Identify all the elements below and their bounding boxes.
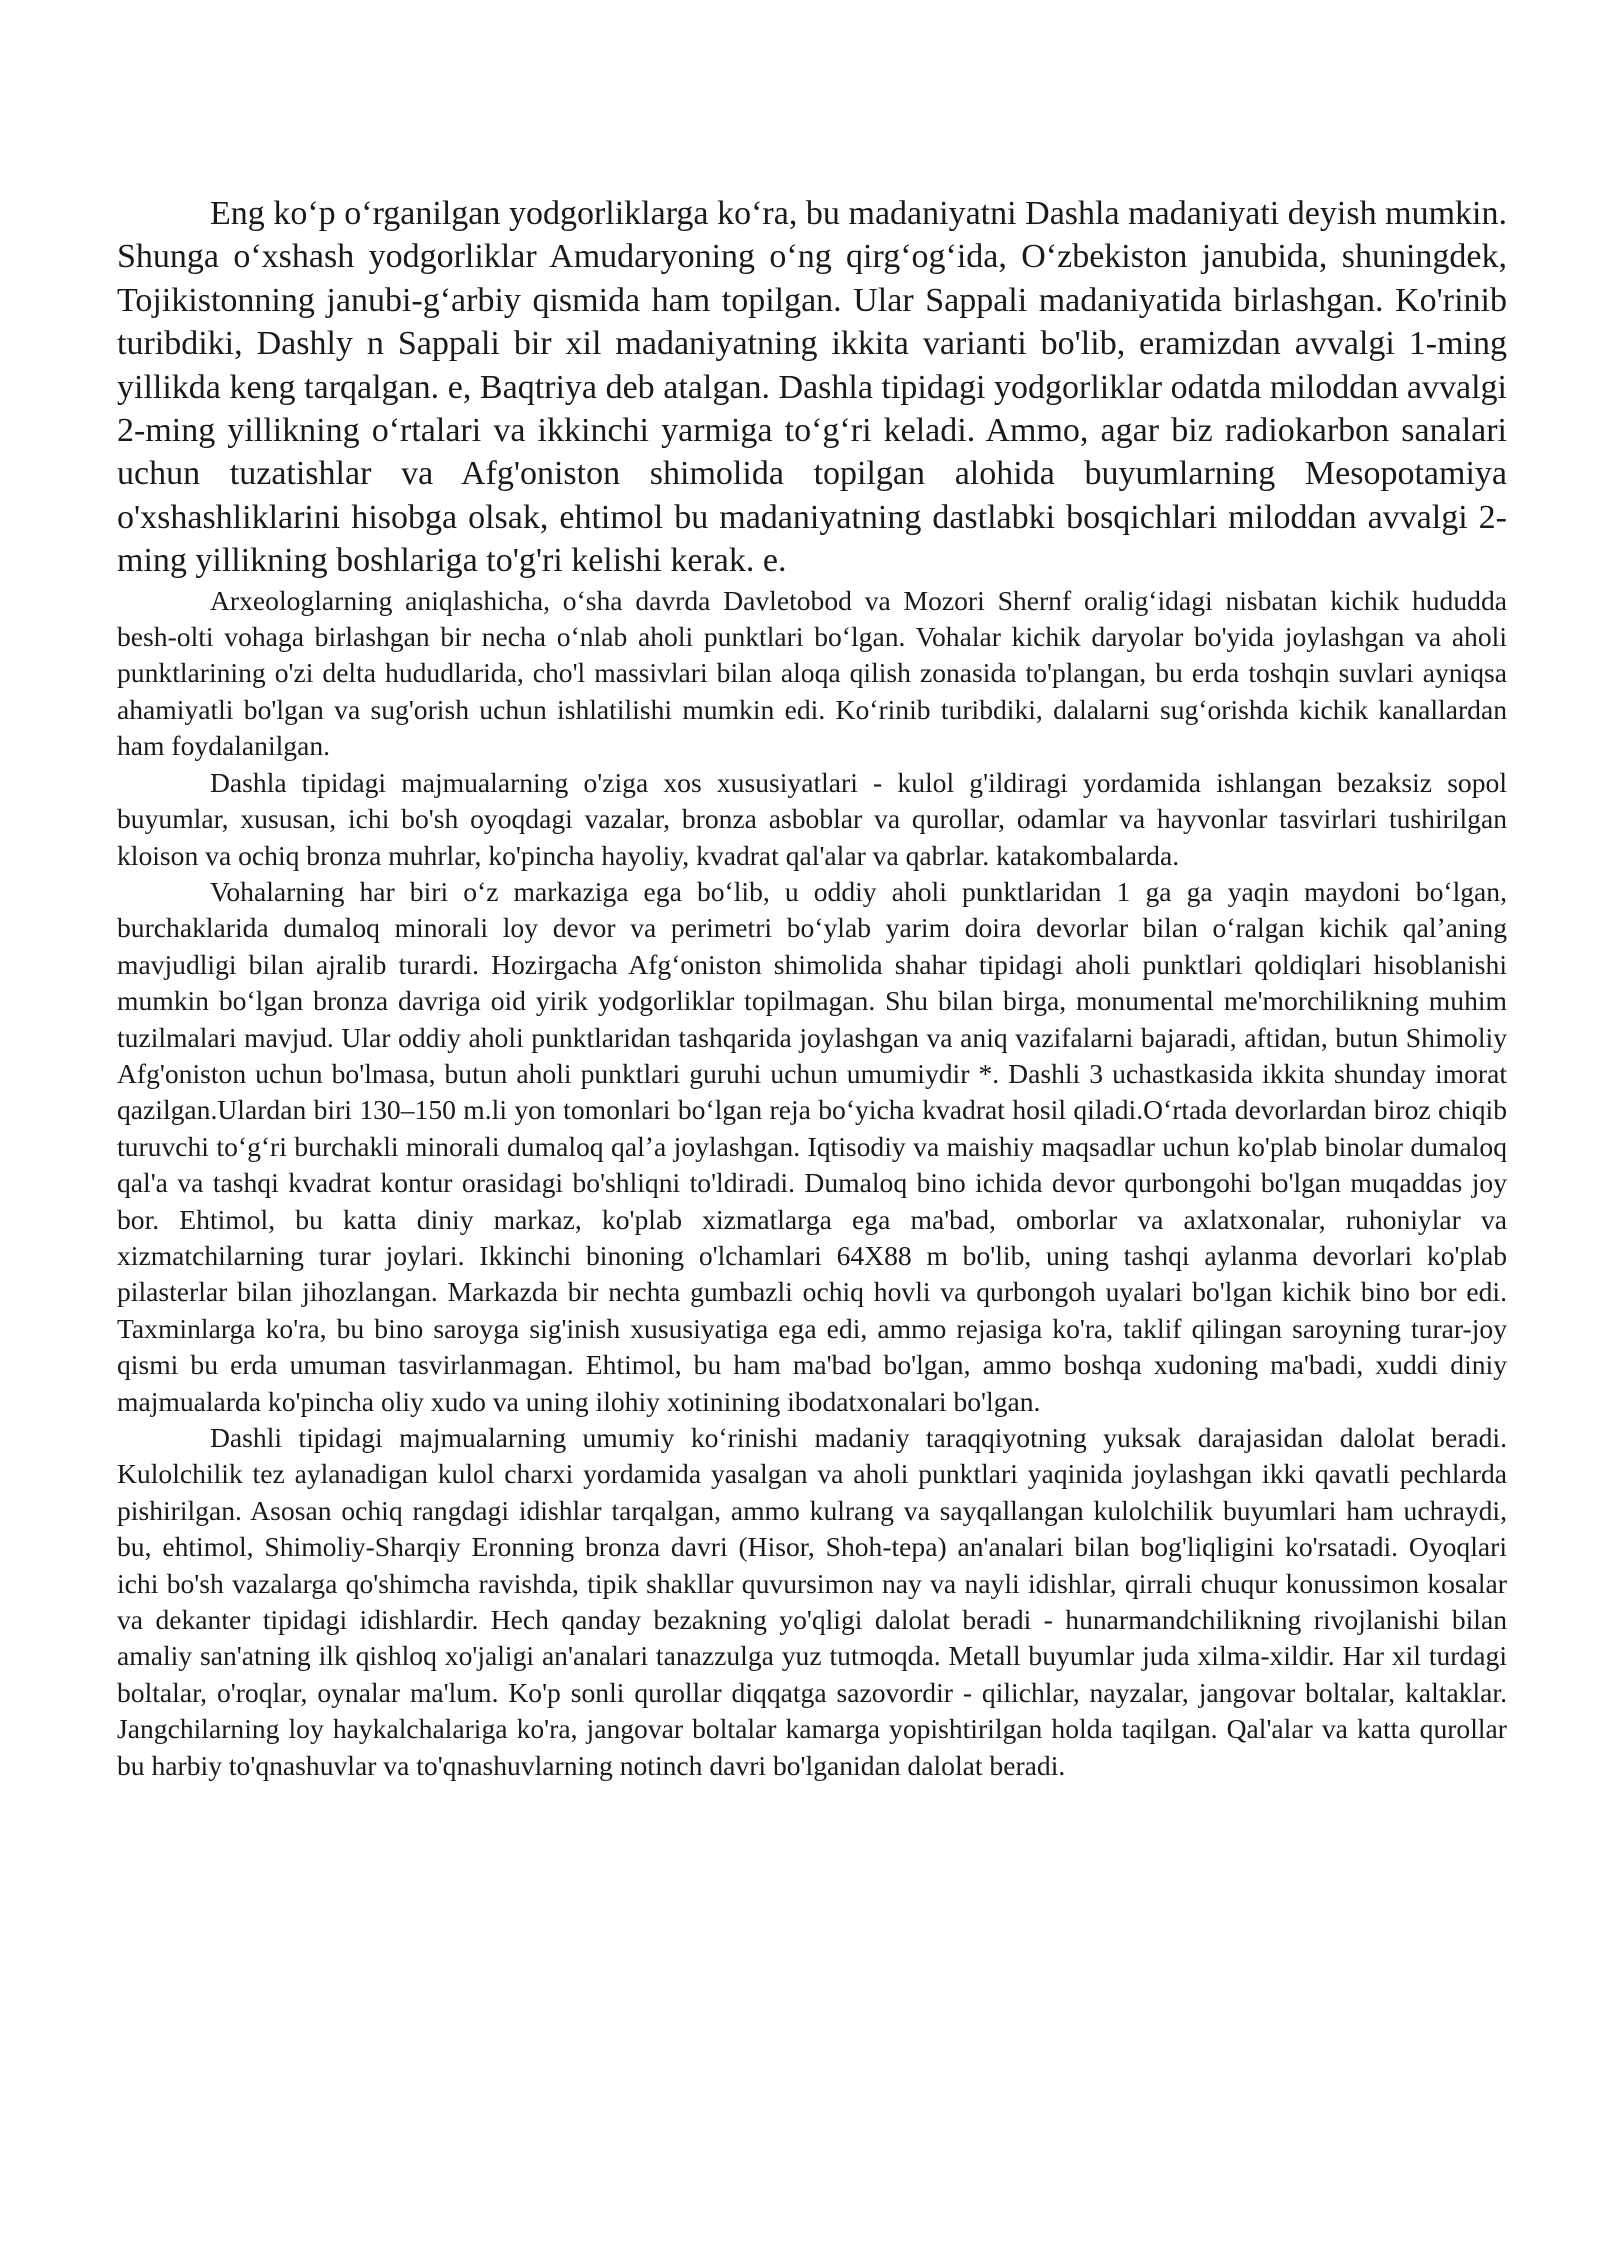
paragraph-settlements: Arxeologlarning aniqlashicha, oʻsha davrda Davletobod va Mozori Shernf oraligʻidagi nisbatan kichik hududda besh-olti vohaga birlashgan bir necha oʻnlab aholi punktlari boʻlgan. Vohalar kichik daryolar bo'yida joylashgan va aholi punktlarining o'zi delta hududlarida, cho'l massivlari bilan aloqa qilish zonasida to'plangan, bu erda toshqin suvlari ayniqsa ahamiyatli bo'lgan va sug'orish uchun ishlatilishi mumkin edi. Koʻrinib turibdiki, dalalarni sugʻorishda kichik kanallardan ham foydalanilgan. — [117, 584, 1507, 762]
paragraph-cultural-development: Dashli tipidagi majmualarning umumiy koʻrinishi madaniy taraqqiyotning yuksak darajasidan dalolat beradi. Kulolchilik tez aylanadigan kulol charxi yordamida yasalgan va aholi punktlari yaqinida joylashgan ikki qavatli pechlarda pishirilgan. Asosan ochiq rangdagi idishlar tarqalgan, ammo kulrang va sayqallangan kulolchilik buyumlari ham uchraydi, bu, ehtimol, Shimoliy-Sharqiy Eronning bronza davri (Hisor, Shoh-tepa) an'analari bilan bog'liqligini ko'rsatadi. Oyoqlari ichi bo'sh vazalarga qo'shimcha ravishda, tipik shakllar quvursimon nay va nayli idishlar, qirrali chuqur konussimon kosalar va dekanter tipidagi idishlardir. Hech qanday bezakning yo'qligi dalolat beradi - hunarmandchilikning rivojlanishi bilan amaliy san'atning ilk qishloq xo'jaligi an'analari tanazzulga yuz tutmoqda. Metall buyumlar juda xilma-xildir. Har xil turdagi boltalar, o'roqlar, oynalar ma'lum. Ko'p sonli qurollar diqqatga sazovordir - qilichlar, nayzalar, jangovar boltalar, kaltaklar. Jangchilarning loy haykalchalariga ko'ra, jangovar boltalar kamarga yopishtirilgan holda taqilgan. Qal'alar va katta qurollar bu harbiy to'qnashuvlar va to'qnashuvlarning notinch davri bo'lganidan dalolat beradi. — [117, 1422, 1507, 1781]
paragraph-complex-features: Dashla tipidagi majmualarning o'ziga xos xususiyatlari - kulol g'ildiragi yordamida ishlangan bezaksiz sopol buyumlar, xususan, ichi bo'sh oyoqdagi vazalar, bronza asboblar va qurollar, odamlar va hayvonlar tasvirlari tushirilgan kloison va ochiq bronza muhrlar, ko'pincha hayoliy, kvadrat qal'alar va qabrlar. katakombalarda. — [117, 766, 1507, 871]
paragraph-oasis-centers: Vohalarning har biri oʻz markaziga ega boʻlib, u oddiy aholi punktlaridan 1 ga ga yaqin maydoni boʻlgan, burchaklarida dumaloq minorali loy devor va perimetri boʻylab yarim doira devorlar bilan oʻralgan kichik qalʼaning mavjudligi bilan ajralib turardi. Hozirgacha Afgʻoniston shimolida shahar tipidagi aholi punktlari qoldiqlari hisoblanishi mumkin boʻlgan bronza davriga oid yirik yodgorliklar topilmagan. Shu bilan birga, monumental me'morchilikning muhim tuzilmalari mavjud. Ular oddiy aholi punktlaridan tashqarida joylashgan va aniq vazifalarni bajaradi, aftidan, butun Shimoliy Afg'oniston uchun bo'lmasa, butun aholi punktlari guruhi uchun umumiydir *. Dashli 3 uchastkasida ikkita shunday imorat qazilgan.Ulardan biri 130–150 m.li yon tomonlari boʻlgan reja boʻyicha kvadrat hosil qiladi.Oʻrtada devorlardan biroz chiqib turuvchi toʻgʻri burchakli minorali dumaloq qalʼa joylashgan. Iqtisodiy va maishiy maqsadlar uchun ko'plab binolar dumaloq qal'a va tashqi kvadrat kontur orasidagi bo'shliqni to'ldiradi. Dumaloq bino ichida devor qurbongohi bo'lgan muqaddas joy bor. Ehtimol, bu katta diniy markaz, ko'plab xizmatlarga ega ma'bad, omborlar va axlatxonalar, ruhoniylar va xizmatchilarning turar joylari. Ikkinchi binoning o'lchamlari 64X88 m bo'lib, uning tashqi aylanma devorlari ko'plab pilasterlar bilan jihozlangan. Markazda bir nechta gumbazli ochiq hovli va qurbongoh uyalari bo'lgan kichik bino bor edi. Taxminlarga ko'ra, bu bino saroyga sig'inish xususiyatiga ega edi, ammo rejasiga ko'ra, taklif qilingan saroyning turar-joy qismi bu erda umuman tasvirlanmagan. Ehtimol, bu ham ma'bad bo'lgan, ammo boshqa xudoning ma'badi, xuddi diniy majmualarda ko'pincha oliy xudo va uning ilohiy xotinining ibodatxonalari bo'lgan. — [117, 875, 1507, 1417]
paragraph-dashla-culture-intro: Eng koʻp oʻrganilgan yodgorliklarga koʻra, bu madaniyatni Dashla madaniyati deyish mumkin. Shunga oʻxshash yodgorliklar Amudaryoning oʻng qirgʻogʻida, Oʻzbekiston janubida, shuningdek, Tojikistonning janubi-gʻarbiy qismida ham topilgan. Ular Sappali madaniyatida birlashgan. Ko'rinib turibdiki, Dashly n Sappali bir xil madaniyatning ikkita varianti bo'lib, eramizdan avvalgi 1-ming yillikda keng tarqalgan. e, Baqtriya deb atalgan. Dashla tipidagi yodgorliklar odatda miloddan avvalgi 2-ming yillikning oʻrtalari va ikkinchi yarmiga toʻgʻri keladi. Ammo, agar biz radiokarbon sanalari uchun tuzatishlar va Afg'oniston shimolida topilgan alohida buyumlarning Mesopotamiya o'xshashliklarini hisobga olsak, ehtimol bu madaniyatning dastlabki bosqichlari miloddan avvalgi 2-ming yillikning boshlariga to'g'ri kelishi kerak. e. — [117, 195, 1507, 580]
document-body — [117, 192, 1507, 1784]
